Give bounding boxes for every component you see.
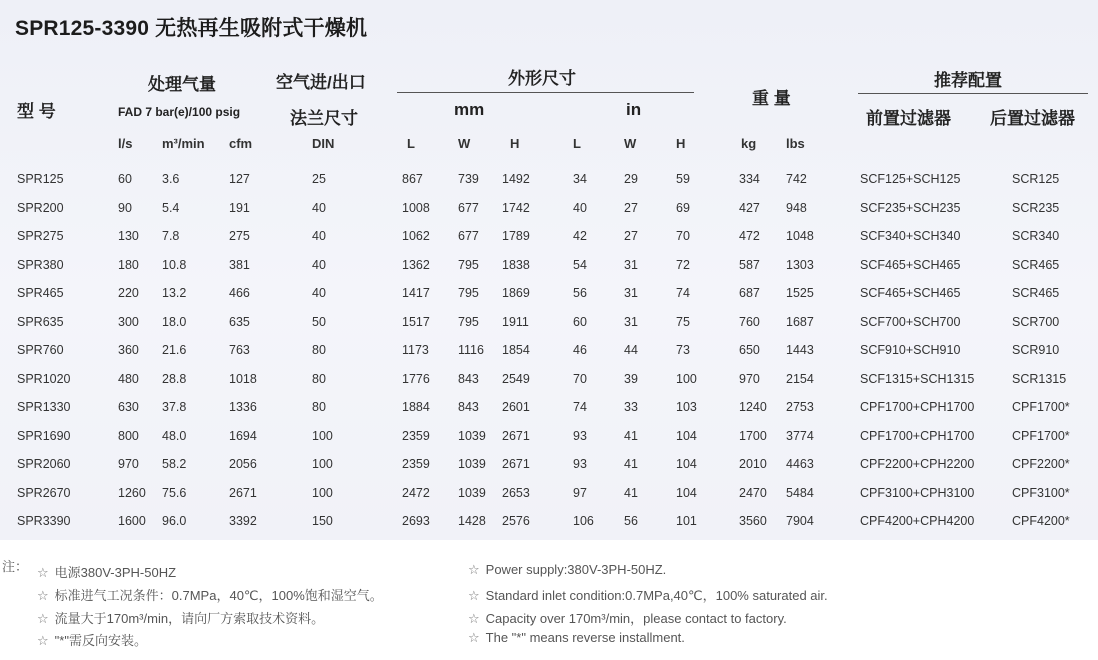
- cell-flange-din: 40: [312, 286, 326, 300]
- cell-weight-kg: 472: [739, 229, 760, 243]
- cell-pre-filter: CPF3100+CPH3100: [860, 485, 975, 500]
- cell-in-l: 97: [573, 485, 587, 500]
- cell-pre-filter: SCF910+SCH910: [860, 343, 961, 357]
- cell-flow-cfm: 127: [229, 172, 250, 186]
- cell-weight-lbs: 1687: [786, 314, 814, 329]
- cell-flow-cfm: 1018: [229, 371, 257, 386]
- cell-mm-h: 1789: [502, 229, 530, 243]
- cell-in-h: 59: [676, 172, 690, 186]
- cell-mm-l: 1062: [402, 229, 430, 243]
- cell-mm-h: 1838: [502, 257, 530, 272]
- cell-in-w: 31: [624, 286, 638, 300]
- unit-m3min: m³/min: [162, 136, 205, 151]
- cell-flange-din: 80: [312, 371, 326, 386]
- note-en-4: [468, 630, 685, 646]
- cell-in-l: 42: [573, 229, 587, 243]
- cell-pre-filter: CPF1700+CPH1700: [860, 400, 975, 414]
- cell-in-l: 93: [573, 428, 587, 443]
- cell-model: SPR380: [17, 257, 64, 272]
- cell-mm-h: 2601: [502, 400, 530, 414]
- cell-mm-l: 2472: [402, 485, 430, 500]
- cell-post-filter: SCR465: [1012, 257, 1060, 272]
- cell-flow-ls: 800: [118, 428, 139, 443]
- cell-model: SPR2060: [17, 457, 71, 471]
- page-title: SPR125-3390 无热再生吸附式干燥机: [15, 17, 368, 40]
- cell-flange-din: 80: [312, 343, 326, 357]
- cell-post-filter: SCR910: [1012, 343, 1060, 357]
- cell-pre-filter: SCF340+SCH340: [860, 229, 961, 243]
- note-text: Standard inlet condition:0.7MPa,40℃，100% saturated air.: [485, 588, 828, 603]
- cell-flow-cfm: 2056: [229, 457, 257, 471]
- cell-mm-h: 2576: [502, 514, 530, 528]
- note-cn-4: [37, 630, 147, 649]
- cell-in-l: 46: [573, 343, 587, 357]
- star-icon: ☆: [37, 633, 49, 648]
- cell-mm-h: 1854: [502, 343, 530, 357]
- note-en-3: [468, 608, 787, 627]
- cell-post-filter: CPF3100*: [1012, 485, 1070, 500]
- unit-in-h: H: [676, 136, 686, 151]
- cell-flow-ls: 480: [118, 371, 139, 386]
- cell-in-w: 33: [624, 400, 638, 414]
- cell-model: SPR1690: [17, 428, 71, 443]
- cell-in-h: 75: [676, 314, 690, 329]
- cell-in-l: 54: [573, 257, 587, 272]
- cell-weight-lbs: 742: [786, 172, 807, 186]
- cell-in-h: 69: [676, 200, 690, 215]
- cell-mm-w: 843: [458, 400, 479, 414]
- header-config: 推荐配置: [934, 71, 1002, 90]
- cell-in-h: 72: [676, 257, 690, 272]
- cell-model: SPR125: [17, 172, 64, 186]
- star-icon: ☆: [468, 611, 480, 626]
- cell-in-h: 104: [676, 485, 697, 500]
- cell-weight-kg: 687: [739, 286, 760, 300]
- unit-mm-l: L: [407, 136, 415, 151]
- cell-flange-din: 50: [312, 314, 326, 329]
- cell-in-w: 41: [624, 457, 638, 471]
- cell-post-filter: SCR125: [1012, 172, 1060, 186]
- cell-post-filter: SCR700: [1012, 314, 1060, 329]
- cell-flow-cfm: 1694: [229, 428, 257, 443]
- note-text: Capacity over 170m³/min，please contact to factory.: [485, 611, 787, 626]
- cell-flange-din: 80: [312, 400, 326, 414]
- unit-ls: l/s: [118, 136, 133, 151]
- cell-mm-l: 1517: [402, 314, 430, 329]
- cell-in-w: 27: [624, 200, 638, 215]
- header-config-rule: [858, 93, 1088, 94]
- cell-mm-w: 843: [458, 371, 479, 386]
- unit-din: DIN: [312, 136, 335, 151]
- cell-pre-filter: SCF235+SCH235: [860, 200, 961, 215]
- cell-flow-ls: 60: [118, 172, 132, 186]
- cell-flow-ls: 1260: [118, 485, 146, 500]
- cell-weight-kg: 2010: [739, 457, 767, 471]
- cell-in-h: 103: [676, 400, 697, 414]
- cell-flow-cfm: 191: [229, 200, 250, 215]
- header-post-filter: 后置过滤器: [990, 109, 1075, 128]
- cell-weight-kg: 587: [739, 257, 760, 272]
- cell-mm-l: 1776: [402, 371, 430, 386]
- cell-post-filter: CPF1700*: [1012, 400, 1070, 414]
- cell-in-w: 29: [624, 172, 638, 186]
- cell-weight-lbs: 3774: [786, 428, 814, 443]
- cell-weight-lbs: 948: [786, 200, 807, 215]
- unit-cfm: cfm: [229, 136, 253, 151]
- cell-mm-w: 1116: [458, 343, 484, 357]
- cell-weight-kg: 3560: [739, 514, 767, 528]
- cell-flow-m3min: 96.0: [162, 514, 187, 528]
- cell-flow-cfm: 1336: [229, 400, 257, 414]
- cell-mm-w: 1428: [458, 514, 486, 528]
- cell-model: SPR1020: [17, 371, 71, 386]
- cell-mm-w: 795: [458, 286, 479, 300]
- cell-in-l: 74: [573, 400, 587, 414]
- cell-flange-din: 100: [312, 428, 333, 443]
- cell-flow-ls: 360: [118, 343, 139, 357]
- cell-mm-h: 1869: [502, 286, 530, 300]
- star-icon: ☆: [468, 562, 480, 577]
- cell-mm-w: 1039: [458, 428, 486, 443]
- cell-mm-h: 2549: [502, 371, 530, 386]
- cell-in-w: 39: [624, 371, 638, 386]
- cell-flange-din: 40: [312, 200, 326, 215]
- cell-flow-cfm: 466: [229, 286, 250, 300]
- note-cn-1: [37, 562, 176, 581]
- cell-in-w: 27: [624, 229, 638, 243]
- note-cn-2: [37, 585, 383, 604]
- cell-mm-h: 2671: [502, 428, 530, 443]
- unit-mm-w: W: [458, 136, 471, 151]
- cell-mm-w: 739: [458, 172, 479, 186]
- cell-post-filter: CPF2200*: [1012, 457, 1070, 471]
- header-in: in: [626, 100, 642, 119]
- cell-pre-filter: CPF2200+CPH2200: [860, 457, 975, 471]
- cell-in-w: 56: [624, 514, 638, 528]
- cell-in-l: 40: [573, 200, 587, 215]
- cell-in-w: 44: [624, 343, 638, 357]
- cell-mm-l: 1173: [402, 343, 429, 357]
- cell-mm-l: 2359: [402, 457, 430, 471]
- cell-mm-l: 1417: [402, 286, 430, 300]
- cell-model: SPR275: [17, 229, 64, 243]
- cell-flange-din: 150: [312, 514, 333, 528]
- cell-mm-h: 2671: [502, 457, 530, 471]
- cell-post-filter: CPF4200*: [1012, 514, 1070, 528]
- cell-in-w: 31: [624, 314, 638, 329]
- cell-pre-filter: SCF700+SCH700: [860, 314, 961, 329]
- header-mm: mm: [454, 100, 485, 119]
- cell-in-l: 106: [573, 514, 594, 528]
- cell-mm-w: 795: [458, 257, 479, 272]
- cell-mm-l: 2693: [402, 514, 430, 528]
- cell-flow-cfm: 763: [229, 343, 250, 357]
- cell-weight-kg: 427: [739, 200, 760, 215]
- note-en-2: [468, 585, 828, 604]
- cell-in-h: 101: [676, 514, 697, 528]
- cell-mm-w: 677: [458, 229, 479, 243]
- cell-pre-filter: SCF1315+SCH1315: [860, 371, 975, 386]
- cell-model: SPR760: [17, 343, 64, 357]
- cell-mm-w: 795: [458, 314, 479, 329]
- cell-mm-h: 1742: [502, 200, 530, 215]
- note-cn-3: [37, 608, 324, 627]
- unit-mm-h: H: [510, 136, 520, 151]
- cell-model: SPR200: [17, 200, 64, 215]
- cell-weight-lbs: 1303: [786, 257, 814, 272]
- cell-post-filter: SCR235: [1012, 200, 1060, 215]
- cell-weight-kg: 2470: [739, 485, 767, 500]
- cell-weight-kg: 760: [739, 314, 760, 329]
- cell-flow-ls: 300: [118, 314, 139, 329]
- cell-weight-kg: 1240: [739, 400, 767, 414]
- unit-in-l: L: [573, 136, 581, 151]
- note-text: "*"需反向安装。: [54, 633, 147, 648]
- cell-in-h: 104: [676, 457, 697, 471]
- cell-flow-cfm: 381: [229, 257, 250, 272]
- cell-mm-l: 2359: [402, 428, 430, 443]
- cell-flow-m3min: 7.8: [162, 229, 180, 243]
- note-text: 电源380V-3PH-50HZ: [54, 565, 177, 580]
- cell-flow-m3min: 5.4: [162, 200, 180, 215]
- cell-flow-ls: 220: [118, 286, 139, 300]
- cell-in-w: 41: [624, 485, 638, 500]
- note-text: Power supply:380V-3PH-50HZ.: [485, 562, 667, 577]
- star-icon: ☆: [37, 565, 49, 580]
- cell-weight-kg: 334: [739, 172, 760, 186]
- cell-flow-m3min: 10.8: [162, 257, 187, 272]
- cell-post-filter: SCR340: [1012, 229, 1060, 243]
- cell-model: SPR635: [17, 314, 64, 329]
- cell-weight-kg: 1700: [739, 428, 767, 443]
- cell-flow-cfm: 2671: [229, 485, 257, 500]
- cell-in-h: 104: [676, 428, 697, 443]
- cell-in-l: 56: [573, 286, 587, 300]
- cell-flange-din: 25: [312, 172, 326, 186]
- cell-flow-m3min: 75.6: [162, 485, 187, 500]
- header-dimensions-rule: [397, 92, 694, 93]
- cell-flow-m3min: 58.2: [162, 457, 187, 471]
- cell-post-filter: SCR465: [1012, 286, 1060, 300]
- cell-flow-ls: 180: [118, 257, 139, 272]
- header-weight: 重 量: [752, 89, 791, 108]
- star-icon: ☆: [37, 588, 49, 603]
- header-flow: 处理气量: [148, 75, 216, 94]
- notes-label: 注：: [2, 559, 29, 574]
- cell-flange-din: 100: [312, 485, 333, 500]
- cell-flow-m3min: 28.8: [162, 371, 187, 386]
- cell-in-h: 100: [676, 371, 697, 386]
- cell-flow-cfm: 3392: [229, 514, 257, 528]
- cell-mm-w: 677: [458, 200, 479, 215]
- cell-in-h: 70: [676, 229, 690, 243]
- header-model: 型 号: [17, 102, 56, 121]
- star-icon: ☆: [468, 588, 480, 603]
- note-text: The "*" means reverse installment.: [485, 630, 685, 645]
- cell-flow-m3min: 13.2: [162, 286, 187, 300]
- cell-mm-l: 1008: [402, 200, 430, 215]
- cell-flange-din: 100: [312, 457, 333, 471]
- cell-flow-m3min: 37.8: [162, 400, 187, 414]
- cell-weight-lbs: 4463: [786, 457, 814, 471]
- star-icon: ☆: [37, 611, 49, 626]
- cell-in-h: 74: [676, 286, 690, 300]
- cell-weight-lbs: 1048: [786, 229, 814, 243]
- note-text: 标准进气工况条件：0.7MPa，40℃，100%饱和湿空气。: [54, 588, 383, 603]
- cell-weight-lbs: 7904: [786, 514, 814, 528]
- unit-kg: kg: [741, 136, 757, 151]
- unit-lbs: lbs: [786, 136, 805, 151]
- cell-mm-h: 1911: [502, 314, 529, 329]
- cell-weight-lbs: 2154: [786, 371, 814, 386]
- cell-flow-m3min: 3.6: [162, 172, 180, 186]
- cell-mm-l: 867: [402, 172, 423, 186]
- cell-in-l: 70: [573, 371, 587, 386]
- cell-model: SPR2670: [17, 485, 71, 500]
- cell-in-w: 31: [624, 257, 638, 272]
- cell-flange-din: 40: [312, 229, 326, 243]
- cell-flow-ls: 90: [118, 200, 132, 215]
- header-inlet-outlet: 空气进/出口: [276, 73, 366, 92]
- header-dimensions: 外形尺寸: [508, 69, 576, 88]
- cell-in-l: 60: [573, 314, 587, 329]
- cell-pre-filter: SCF465+SCH465: [860, 257, 961, 272]
- cell-flow-cfm: 635: [229, 314, 250, 329]
- cell-pre-filter: CPF1700+CPH1700: [860, 428, 975, 443]
- cell-in-l: 93: [573, 457, 587, 471]
- cell-weight-kg: 650: [739, 343, 760, 357]
- cell-model: SPR3390: [17, 514, 71, 528]
- cell-mm-w: 1039: [458, 485, 486, 500]
- cell-post-filter: SCR1315: [1012, 371, 1067, 386]
- cell-flow-ls: 970: [118, 457, 139, 471]
- cell-flange-din: 40: [312, 257, 326, 272]
- cell-model: SPR465: [17, 286, 64, 300]
- cell-weight-lbs: 5484: [786, 485, 814, 500]
- cell-flow-m3min: 18.0: [162, 314, 187, 329]
- header-pre-filter: 前置过滤器: [866, 109, 951, 128]
- header-flange-size: 法兰尺寸: [290, 109, 358, 128]
- cell-flow-ls: 630: [118, 400, 139, 414]
- cell-post-filter: CPF1700*: [1012, 428, 1070, 443]
- cell-flow-ls: 1600: [118, 514, 146, 528]
- cell-in-w: 41: [624, 428, 638, 443]
- cell-in-l: 34: [573, 172, 587, 186]
- cell-pre-filter: SCF125+SCH125: [860, 172, 961, 186]
- unit-in-w: W: [624, 136, 637, 151]
- note-text: 流量大于170m³/min，请向厂方索取技术资料。: [54, 611, 325, 626]
- cell-weight-lbs: 2753: [786, 400, 814, 414]
- cell-flow-ls: 130: [118, 229, 139, 243]
- star-icon: ☆: [468, 630, 480, 645]
- cell-mm-h: 2653: [502, 485, 530, 500]
- cell-mm-h: 1492: [502, 172, 530, 186]
- header-flow-note: FAD 7 bar(e)/100 psig: [118, 105, 241, 119]
- cell-pre-filter: CPF4200+CPH4200: [860, 514, 975, 528]
- cell-weight-kg: 970: [739, 371, 760, 386]
- cell-weight-lbs: 1525: [786, 286, 814, 300]
- cell-mm-w: 1039: [458, 457, 486, 471]
- cell-mm-l: 1884: [402, 400, 430, 414]
- cell-mm-l: 1362: [402, 257, 430, 272]
- cell-flow-cfm: 275: [229, 229, 250, 243]
- cell-flow-m3min: 48.0: [162, 428, 187, 443]
- cell-flow-m3min: 21.6: [162, 343, 187, 357]
- note-en-1: [468, 562, 666, 578]
- cell-in-h: 73: [676, 343, 690, 357]
- cell-pre-filter: SCF465+SCH465: [860, 286, 961, 300]
- cell-model: SPR1330: [17, 400, 71, 414]
- cell-weight-lbs: 1443: [786, 343, 814, 357]
